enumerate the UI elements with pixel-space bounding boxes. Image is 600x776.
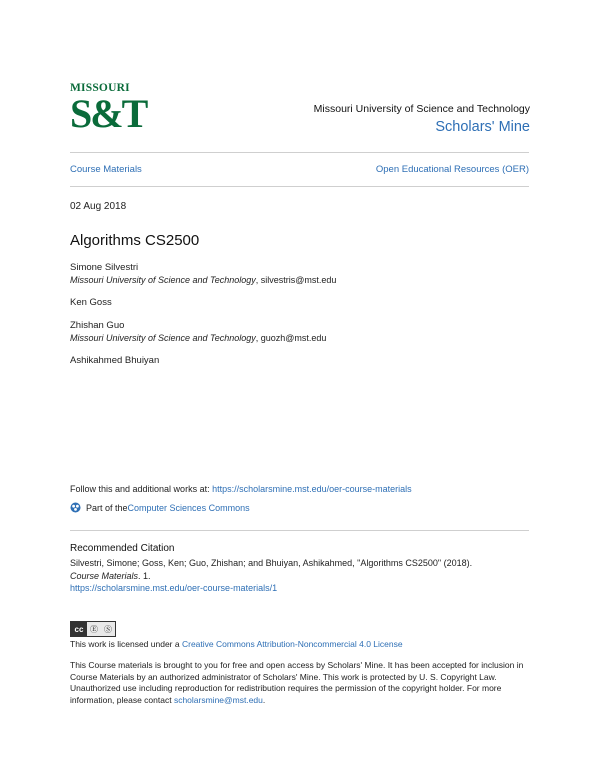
author-affiliation [70,333,326,343]
affiliation-name: Missouri University of Science and Technology [70,275,256,285]
divider [70,152,529,153]
course-materials-link[interactable]: Course Materials [70,164,142,175]
bepress-network-icon [70,502,81,513]
divider [70,530,529,531]
by-icon: Ⓔ [90,624,98,634]
part-of-line [70,502,250,513]
institution-name: Missouri University of Science and Technology [313,103,530,115]
logo-mark: S&T [70,91,147,136]
license-line [70,639,403,649]
author-name: Ashikahmed Bhuiyan [70,355,160,366]
recommended-citation-heading: Recommended Citation [70,543,175,554]
author-email: , guozh@mst.edu [255,333,327,343]
affiliation-name: Missouri University of Science and Technology [70,333,256,343]
author-name: Ken Goss [70,297,112,308]
part-of-prefix: Part of the [86,502,128,513]
citation-line [70,570,530,583]
author-email: , silvestris@mst.edu [255,275,337,285]
cc-license-badge[interactable] [70,621,116,637]
cc-icon: cc [71,622,87,636]
citation-series: Course Materials [70,570,139,581]
nc-icon: Ⓢ [104,624,112,634]
publication-date: 02 Aug 2018 [70,201,127,212]
notice-text: This Course materials is brought to you for free and open access by Scholars' Mine. It has been accepted for inclusion in Course Materials by an authorized administrator of Scholars' Mine. This work is protected by U. S. Copyright Law. Unauthorized use including reproduction for redistribution requires the permission of the copyright holder. For more information, please contact [70,660,524,705]
computer-sciences-commons-link[interactable]: Computer Sciences Commons [127,502,250,513]
missouri-st-logo [70,82,147,138]
document-title: Algorithms CS2500 [70,232,200,249]
repository-name[interactable]: Scholars' Mine [435,119,530,135]
author-name: Zhishan Guo [70,320,125,331]
follow-url-link[interactable]: https://scholarsmine.mst.edu/oer-course-materials [212,484,412,494]
logo-wordmark: MISSOURI [70,82,130,94]
author-name: Simone Silvestri [70,262,139,273]
follow-line [70,484,412,494]
oer-link[interactable]: Open Educational Resources (OER) [375,164,529,175]
cc-terms [87,624,115,635]
citation-number: . 1. [138,570,151,581]
author-affiliation [70,275,336,285]
notice-suffix: . [262,694,266,705]
divider [70,186,529,187]
contact-email-link[interactable]: scholarsmine@mst.edu [173,694,263,705]
citation-text [70,557,530,595]
follow-prefix: Follow this and additional works at: [70,484,213,494]
citation-line: Silvestri, Simone; Goss, Ken; Guo, Zhishan; and Bhuiyan, Ashikahmed, "Algorithms CS2500" (2018). [70,558,473,568]
citation-url-link[interactable]: https://scholarsmine.mst.edu/oer-course-materials/1 [70,583,278,593]
license-prefix: This work is licensed under a [70,639,182,649]
access-notice [70,660,532,706]
cc-license-link[interactable]: Creative Commons Attribution-Noncommercial 4.0 License [181,639,403,649]
